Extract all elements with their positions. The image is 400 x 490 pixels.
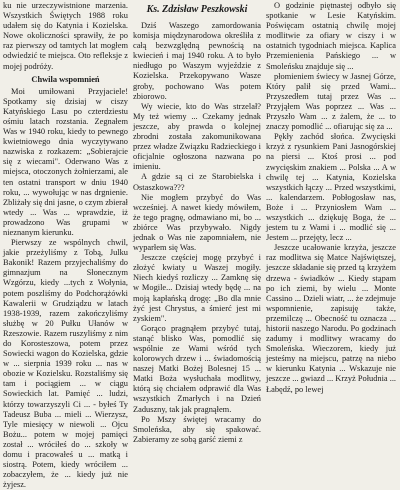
paragraph: ku nie urzeczywistnione marzenia. Wszystkich Świętych 1988 roku udałem się do Katynia i Kozielska. Nowe okoliczności sprawiły, że po raz pierwszy od tamtych lat mogłem odwiedzić te miejsca. Oto refleksje z mojej podróży. [3, 1, 128, 71]
paragraph: Pierwszy ze wspólnych chwil, jakie przeżyliśmy z Tobą, Julku Bakonik! Razem przyjechaliśmy do gimnazjum na Słonecznym Wzgórzu, kiedy ...tych z Wołynia, potem poszliśmy do Podchorążówki Kawalerii w Grudziądzu w latach 1938-1939, razem zakończyliśmy służbę w 20 Pułku Ułanów w Rzeszowie. Razem ruszyliśmy z nim do Korosteszowa, potem przez Sowiecki wagon do Kozielska, gdzie w ... sierpnia 1939 roku ... nas w obozie w Kozielsku. Rozstaliśmy się tam i pociągiem ... w ciągu Sowieckich lat. Pamięć ... ludzi, którzy towarzyszyli Ci ... - byłeś Ty Tadeusz Buba ... mieli ... Wierzysz, Tyle miesięcy w niewoli ... Ojcu Bożu... potem w mojej pamięci został ... wróciłeś do ... szkoły w domu i pracowałeś u ... matką i siostrą. Potem, kiedy wróciłem ... zobaczyłem, że ... kiedy już nie żyjesz. [3, 238, 128, 490]
paragraph: Jeszcze ucałowanie krzyża, jeszcze raz modlitwa się Matce Najświętszej, jeszcze składanie się przed tą krzyżem drzewa - świadków ... Kiedy stąpam po ich ziemi, by wielu ... Monte Cassino ... Dzieli wiatr, ... że zdejmuje wspomnienie, zapisuję także, przemilczę ... Obecność tu oznacza ... historii naszego Narodu. Po godzinach zadumy i modlitwy wracamy do Smoleńska. Wieczorem, kiedy już jesteśmy na miejscu, patrzę na niebo w kierunku Katynia ... Wskazuje nie jeszcze ... gwiazd ... Krzyż Południa ... Łabędź, po lewej [266, 243, 397, 394]
section-heading: Chwila wspomnień [31, 74, 100, 84]
paragraph: A gdzie są ci ze Starobielska i Ostaszkowa??? [133, 172, 261, 192]
paragraph: Moi umiłowani Przyjaciele! Spotkamy się dzisiaj w ciszy Katyńskiego Lasu po czterdziestu ośmiu latach rozstania. Zegnałem Was w 1940 roku, kiedy to pewnego kwietniowego dnia wyczytywano nazwiska z rozkazem: „Sobierajcie się z wiecami". Oderwano Was z miejsca, otoczonych żołnierzami, ale ten ostatni transport w dniu 1940 roku, ... wywołując w nas drgnienie. Zbliżały się dni jasne, o czym zbierał wtedy ... Was ... wprawdzie, iż prowadzono Was grupami w nieznanym kierunku. [3, 86, 128, 237]
paragraph: Po Mszy świętej wracamy do Smoleńska, aby się spakować. Zabieramy ze sobą garść ziemi z [133, 414, 261, 444]
column-right [266, 1, 396, 400]
paragraph: Pękły zachód słońca. Zwycięski krzyż z rysunkiem Pani Jasnogórskiej na piersi ... Ktoś prosi ... pod zwycięskim znakiem ... Polska ... A w chwilę tej ... Katynia, Kozielska wszystkich łączy ... Przed wszystkimi, ... kalendarzem. Pobłogosław nas, Boże i ... Przyniosłem Wam ... wszystkich ... dziękuję Boga, że ... jestem tu z Wami i ... modlić się ... Jestem ... przejęty, lecz ... [266, 132, 396, 243]
paragraph: Nie mogłem przybyć do Was wcześniej. A nawet kiedy mówiłem, że tego pragnę, odmawiano mi, bo ... zbiórce Was przybywało. Nigdy jednak o Was nie zapomniałem, nie wyparłem się Was. [133, 192, 261, 253]
author-byline: Ks. Zdzisław Peszkowski [146, 4, 248, 15]
paragraph: Jeszcze częściej mogę przybyć i złożyć kwiaty u Waszej mogiły. Niech kiedyś rozliczy ... Zamknę się w Mogile... Dzisiaj wtedy będę ... na moją kapłańską drogę: „Bo dla mnie żyć jest Chrystus, a śmierć jest mi zyskiem". [133, 253, 261, 323]
column-left [3, 1, 128, 490]
paragraph: płomieniem świecy w Jasnej Górze, Który palił się przed Wami... Przyszedłem tutaj przez Was ... Przyjąłem Was poprzez ... Was ... Przyszło Wam ... z żalem, że ... to znaczy pomodlić ... ofiarując się za ... [266, 71, 396, 132]
paragraph: Wy wiecie, kto do Was strzelał? My też wiemy ... Czekamy jednak jeszcze, aby prawda o kolejnej zbrodni została zakomunikowana przez władze Związku Radzieckiego i oficjalnie ogłoszona nazwana po imieniu. [133, 101, 261, 172]
paragraph: Gorąco pragnąłem przybyć tutaj, stanąć blisko Was, pomodlić się wspólnie ze Wami wśród tych kolorowych drzew i ... świadomością naszej Matki Bożej Bolesnej 15 ... Matki Boża wysłuchała modlitwy, którą się chciałem odprawić dla Was wszystkich Zmarłych i na Dzień Zaduszny, tak jak pragnąłem. [133, 323, 261, 414]
paragraph: O godzinie piętnastej odbyło się spotkanie w Lesie Katyńskim. Poświęcam ostatnią chwilę mojej modlitwie za ofiary w ciszy i w ostatnich tygodniach miejsca. Kaplica Przemienienia Pańskiego ... w Smoleńsku znajduje się ... [266, 1, 396, 71]
paragraph: Dziś Waszego zamordowania komisja międzynarodowa określiła z całą bezwzględną pewnością na kwiecień i maj 1940 roku. A to było niedługo po Waszym wyjeździe z Kozielska. Przekopywano Wasze groby, pochowano Was potem zbiorowo. [133, 21, 261, 101]
column-middle [133, 1, 261, 444]
